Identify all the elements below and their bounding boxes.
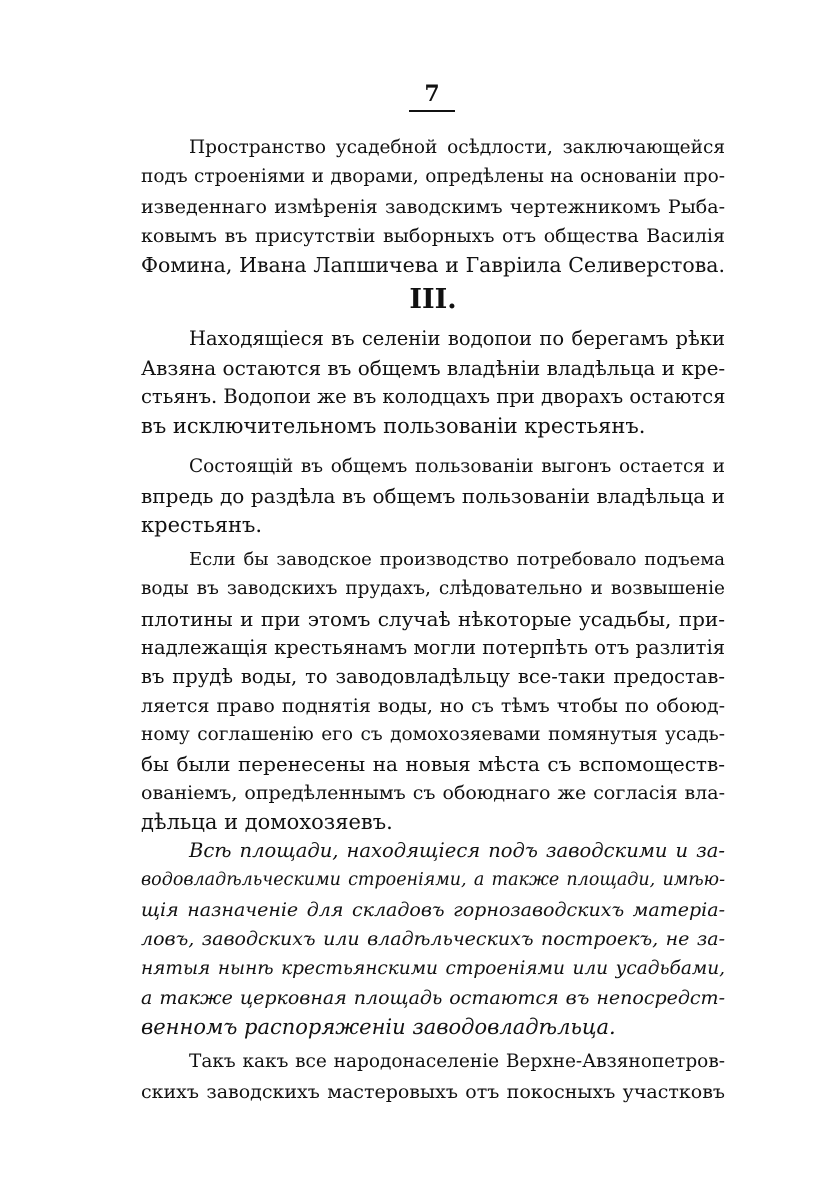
text-line: бы были перенесены на новыя мѣста съ вспомоществ- [141, 752, 725, 776]
text-line: плотины и при этомъ случаѣ нѣкоторые усадьбы, при- [141, 607, 725, 631]
text-line: надлежащія крестьянамъ могли потерпѣть отъ разлитія [141, 636, 725, 659]
text-line: ляется право поднятія воды, но съ тѣмъ чтобы по обоюд- [141, 695, 725, 717]
text-line: изведеннаго измѣренія заводскимъ чертежникомъ Рыба- [141, 196, 725, 218]
page-number-rule [409, 110, 455, 112]
text-line: ному соглашенію его съ домохозяевами помянутыя усадь- [141, 724, 725, 745]
text-line: Авзяна остаются въ общемъ владѣніи владѣльца и кре- [141, 356, 726, 380]
section-heading: III. [409, 284, 457, 315]
text-line: Всѣ площади, находящіеся подъ заводскими и за- [189, 839, 725, 862]
text-line: ловъ, заводскихъ или владѣльческихъ построекъ, не за- [141, 928, 725, 950]
text-line: ованіемъ, опредѣленнымъ съ обоюднаго же согласія вла- [141, 782, 725, 804]
text-line: въ исключительномъ пользованіи крестьянъ. [141, 414, 646, 438]
text-line: впредь до раздѣла въ общемъ пользованіи владѣльца и [141, 484, 725, 508]
text-line: подъ строеніями и дворами, опредѣлены на основаніи про- [141, 166, 725, 187]
text-line: ковымъ въ присутствіи выборныхъ отъ общества Василія [141, 225, 725, 247]
text-line: Такъ какъ все народонаселеніе Верхне-Авзянопетров- [189, 1051, 725, 1072]
text-line: венномъ распоряженіи заводовладѣльца. [141, 1015, 616, 1039]
text-line: Если бы заводское производство потребовало подъема [189, 549, 725, 570]
text-line: въ прудѣ воды, то заводовладѣльцу все-таки предостав- [141, 665, 725, 688]
text-line: Состоящій въ общемъ пользованіи выгонъ остается и [189, 456, 725, 477]
text-line: воды въ заводскихъ прудахъ, слѣдовательно и возвышеніе [141, 578, 725, 599]
text-line: крестьянъ. [141, 513, 263, 537]
text-line: Пространство усадебной осѣдлости, заключающейся [189, 137, 725, 158]
text-line: Находящіеся въ селеніи водопои по берегамъ рѣки [189, 327, 725, 350]
text-line: щія назначеніе для складовъ горнозаводскихъ матеріа- [141, 899, 725, 921]
text-line: водовладѣльческими строеніями, а также площади, имѣю- [141, 870, 725, 890]
text-line: дѣльца и домохозяевъ. [141, 810, 393, 834]
text-line: нятыя нынѣ крестьянскими строеніями или усадьбами, [141, 958, 725, 979]
text-line: Фомина, Ивана Лапшичева и Гавріила Селиверстова. [141, 253, 725, 277]
text-line: скихъ заводскихъ мастеровыхъ отъ покосныхъ участковъ [141, 1081, 725, 1103]
page-number: 7 [424, 81, 440, 107]
text-line: стьянъ. Водопои же въ колодцахъ при дворахъ остаются [141, 385, 726, 408]
text-line: а также церковная площадь остаются въ непосредст- [141, 987, 725, 1009]
